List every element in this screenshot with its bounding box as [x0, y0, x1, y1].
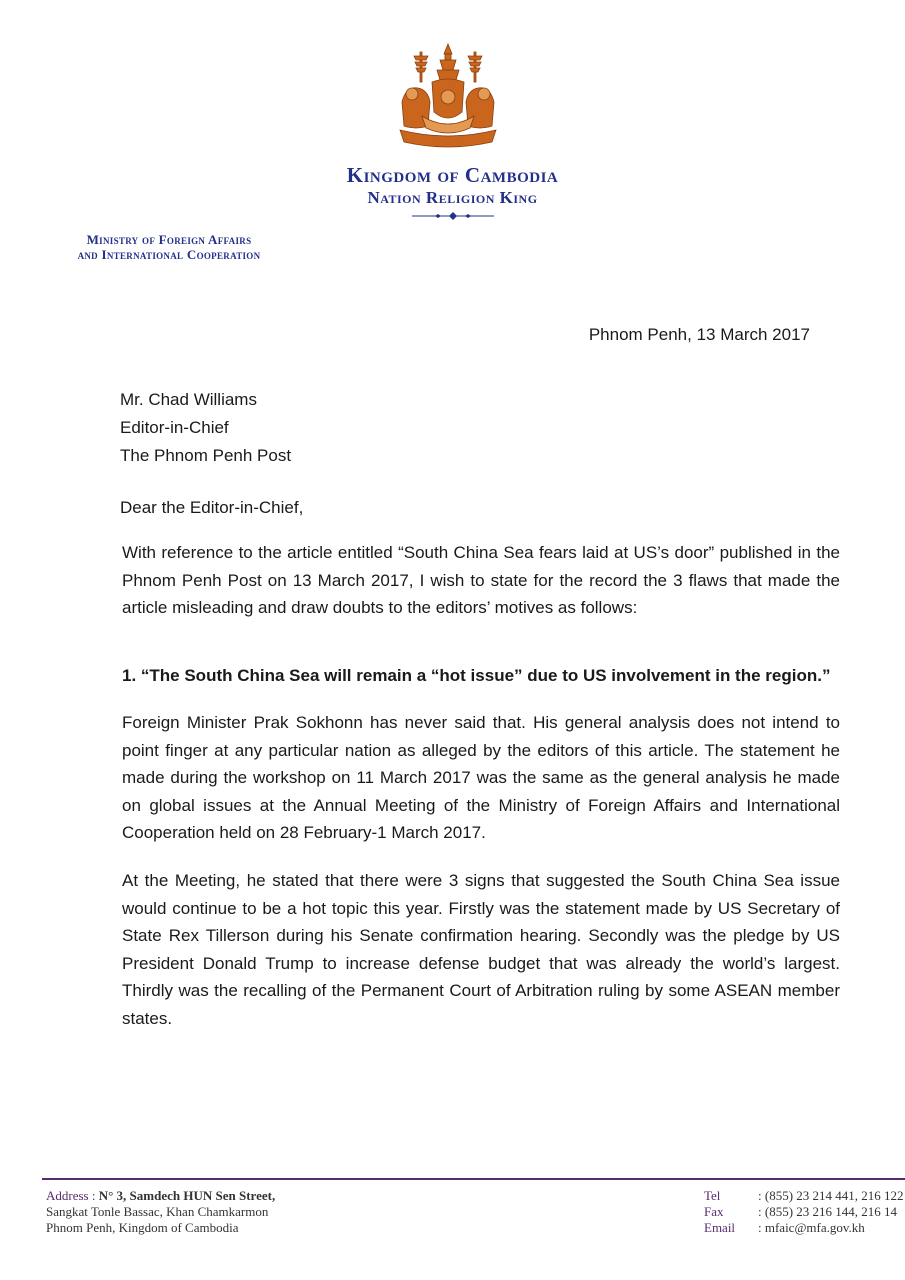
email-label: Email [704, 1220, 736, 1235]
ornament-divider-icon [408, 211, 498, 221]
ministry-line-1: Ministry of Foreign Affairs [86, 232, 252, 247]
intro-paragraph: With reference to the article entitled “South China Sea fears laid at US’s door” published in the Phnom Penh Post on 13 March 2017, I wish to state for the record the 3 flaws that made the article misleading and draw doubts to the editors’ motives as follows: [122, 543, 840, 617]
tel-label: Tel [704, 1188, 721, 1203]
recipient-title: Editor-in-Chief [120, 418, 229, 437]
footer-divider [42, 1178, 905, 1180]
point-1-paragraph-2: At the Meeting, he stated that there were 3 signs that suggested the South China Sea issue would continue to be a hot topic this year. Firstly was the statement made by US Secretary of State Rex Tillerson during his Senate confirmation hearing. Secondly was the pledge by US President Donald Trump to increase defense budget that was already the world’s largest. Thirdly was the recalling of the Permanent Court of Arbitration ruling by some ASEAN member states. [122, 871, 840, 1028]
kingdom-motto: Nation Religion King [367, 188, 538, 207]
address-line-2: Sangkat Tonle Bassac, Khan Chamkarmon [46, 1204, 269, 1219]
ministry-name [34, 232, 304, 262]
address-label: Address : [46, 1188, 96, 1203]
kingdom-title: Kingdom of Cambodia [346, 163, 559, 187]
recipient-organization: The Phnom Penh Post [120, 446, 292, 465]
fax-value: : (855) 23 216 144, 216 14 [758, 1204, 898, 1219]
point-1-paragraph-1: Foreign Minister Prak Sokhonn has never said that. His general analysis does not intend to point finger at any particular nation as alleged by the editors of this article. The statement he made during the workshop on 11 March 2017 was the same as the general analysis he made on global issues at the Annual Meeting of the Ministry of Foreign Affairs and International Cooperation held on 28 February-1 March 2017. [122, 713, 840, 842]
fax-label: Fax [704, 1204, 724, 1219]
footer-contact [704, 1188, 905, 1236]
point-1-heading: 1. “The South China Sea will remain a “hot issue” due to US involvement in the region.” [122, 666, 831, 685]
footer-address [46, 1188, 376, 1236]
salutation: Dear the Editor-in-Chief, [120, 498, 304, 517]
kingdom-header [300, 163, 605, 221]
recipient-block [120, 386, 291, 470]
dateline: Phnom Penh, 13 March 2017 [588, 325, 810, 344]
address-line-3: Phnom Penh, Kingdom of Cambodia [46, 1220, 239, 1235]
ministry-line-2: and International Cooperation [77, 247, 261, 262]
email-value[interactable]: : mfaic@mfa.gov.kh [758, 1220, 865, 1235]
recipient-name: Mr. Chad Williams [120, 390, 257, 409]
royal-coat-of-arms-icon [392, 42, 504, 152]
tel-value: : (855) 23 214 441, 216 122 [758, 1188, 904, 1203]
address-line-1: N° 3, Samdech HUN Sen Street, [98, 1188, 276, 1203]
